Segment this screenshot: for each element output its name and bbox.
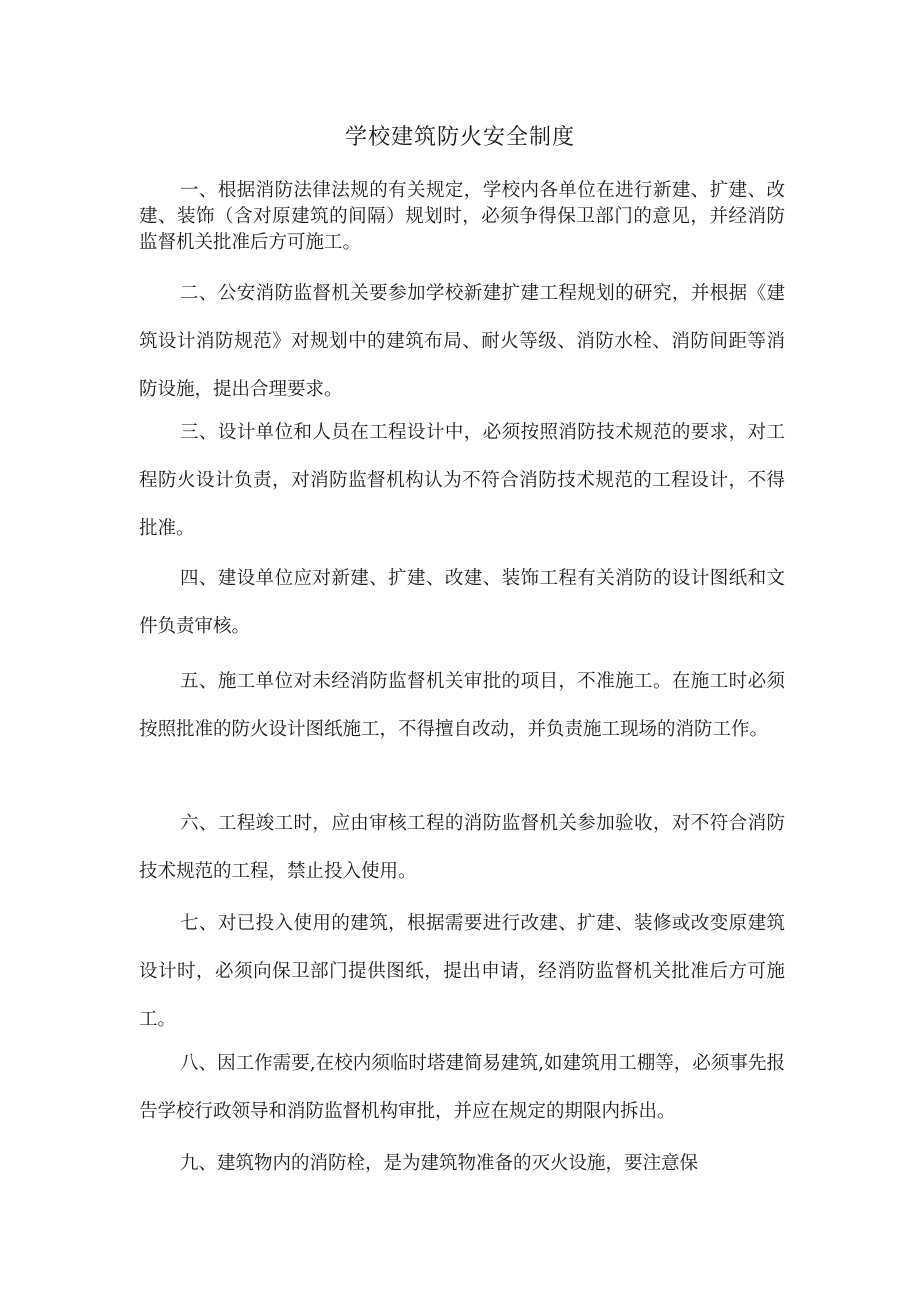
paragraph-7: 七、对已投入使用的建筑，根据需要进行改建、扩建、装修或改变原建筑设计时，必须向保卫部门提供图纸，提出申请，经消防监督机关批准后方可施工。 [139,913,785,1030]
paragraph-5: 五、施工单位对未经消防监督机关审批的项目，不准施工。在施工时必须按照批准的防火设计图纸施工，不得擅自改动，并负责施工现场的消防工作。 [139,671,785,740]
paragraph-3: 三、设计单位和人员在工程设计中，必须按照消防技术规范的要求，对工程防火设计负责，对消防监督机构认为不符合消防技术规范的工程设计，不得批准。 [139,422,785,539]
paragraph-9: 九、建筑物内的消防栓，是为建筑物准备的灭火设施，要注意保 [180,1153,699,1174]
document-title: 学校建筑防火安全制度 [344,125,575,150]
paragraph-8: 八、因工作需要,在校内须临时塔建简易建筑,如建筑用工棚等，必须事先报告学校行政领导和消防监督机构审批，并应在规定的期限内拆出。 [139,1053,785,1122]
paragraph-6: 六、工程竣工时，应由审核工程的消防监督机关参加验收，对不符合消防技术规范的工程，禁止投入使用。 [139,813,785,882]
paragraph-1: 一、根据消防法律法规的有关规定，学校内各单位在进行新建、扩建、改建、装饰（含对原建筑的间隔）规划时，必须争得保卫部门的意见，并经消防监督机关批准后方可施工。 [139,180,785,253]
paragraph-4: 四、建设单位应对新建、扩建、改建、装饰工程有关消防的设计图纸和文件负责审核。 [139,568,785,637]
paragraph-2: 二、公安消防监督机关要参加学校新建扩建工程规划的研究，并根据《建筑设计消防规范》对规划中的建筑布局、耐火等级、消防水栓、消防间距等消防设施，提出合理要求。 [139,283,785,400]
